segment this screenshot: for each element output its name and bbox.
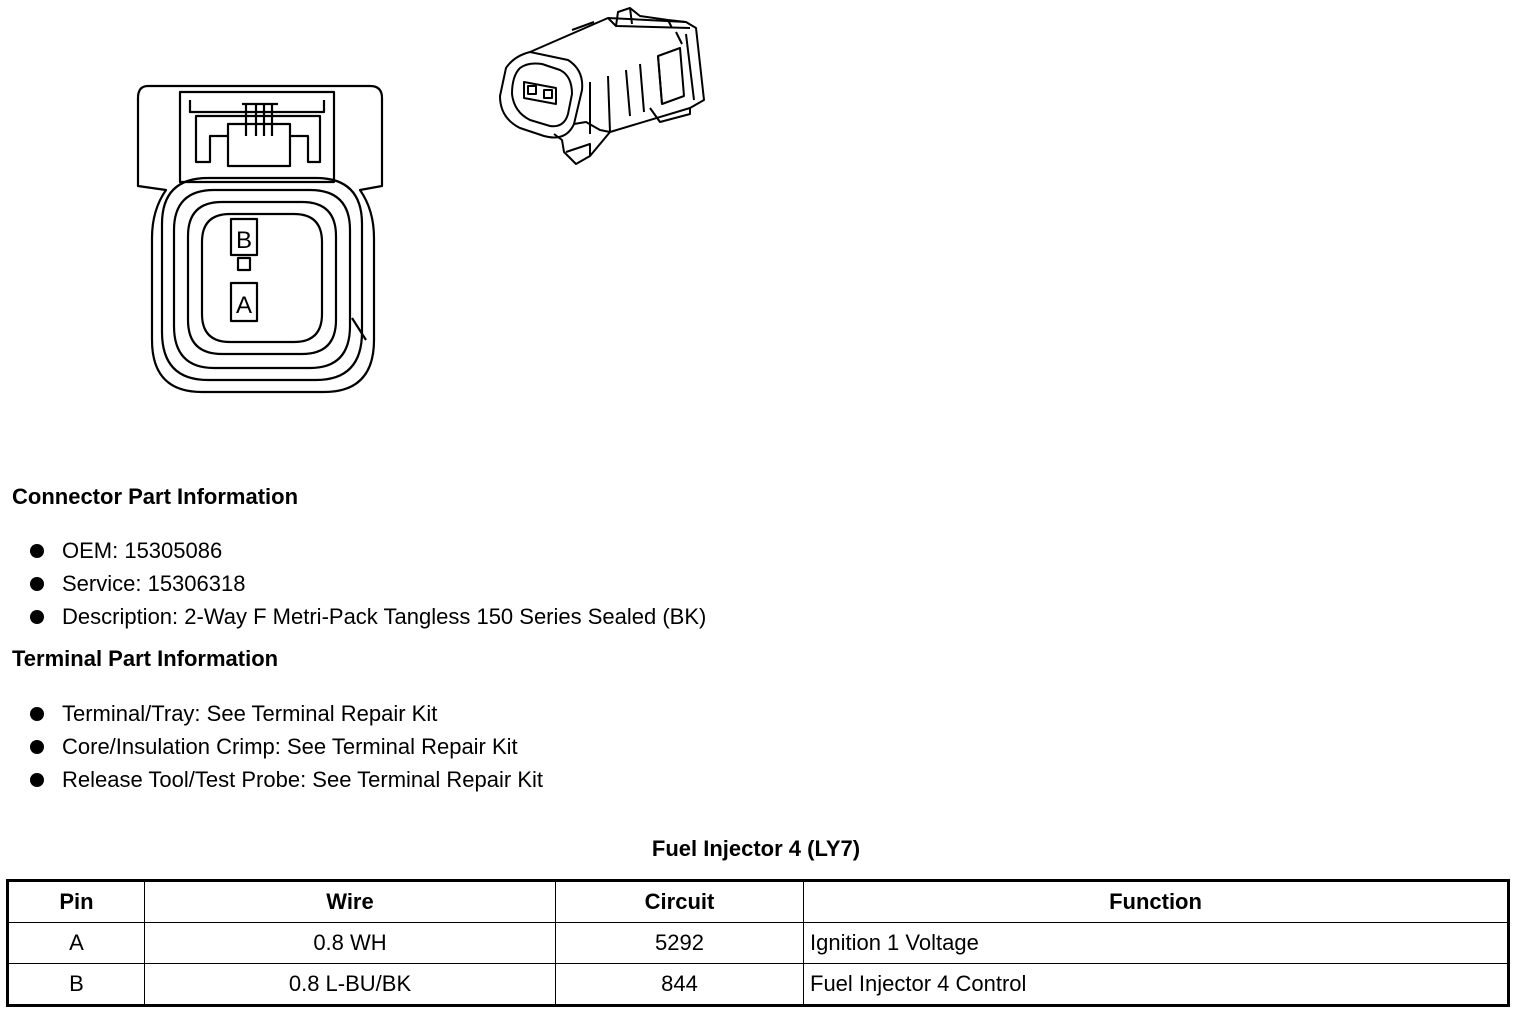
connector-isometric-diagram [490, 4, 714, 170]
cell-function: Ignition 1 Voltage [804, 923, 1509, 964]
cell-circuit: 844 [556, 964, 804, 1006]
list-item [28, 730, 543, 763]
list-item [28, 600, 706, 633]
list-item [28, 697, 543, 730]
connector-description: Description: 2-Way F Metri-Pack Tangless 150 Series Sealed (BK) [62, 604, 707, 629]
terminal-release-tool: Release Tool/Test Probe: See Terminal Repair Kit [62, 767, 543, 792]
terminal-crimp: Core/Insulation Crimp: See Terminal Repair Kit [62, 734, 518, 759]
cell-circuit: 5292 [556, 923, 804, 964]
column-header-wire: Wire [145, 881, 556, 923]
pin-a-label: A [235, 292, 253, 319]
column-header-circuit: Circuit [556, 881, 804, 923]
terminal-tray: Terminal/Tray: See Terminal Repair Kit [62, 701, 438, 726]
terminal-part-info-list [28, 697, 543, 796]
bullet-icon [30, 577, 44, 591]
cell-wire: 0.8 L-BU/BK [145, 964, 556, 1006]
bullet-icon [30, 707, 44, 721]
cell-function: Fuel Injector 4 Control [804, 964, 1509, 1006]
connector-face-diagram [130, 78, 392, 400]
column-header-pin: Pin [8, 881, 145, 923]
cell-pin: A [8, 923, 145, 964]
pinout-table [6, 879, 1510, 1007]
list-item [28, 534, 706, 567]
column-header-function: Function [804, 881, 1509, 923]
bullet-icon [30, 740, 44, 754]
bullet-icon [30, 773, 44, 787]
connector-part-info-list [28, 534, 706, 633]
table-header-row [8, 881, 1509, 923]
cell-pin: B [8, 964, 145, 1006]
list-item [28, 567, 706, 600]
cell-wire: 0.8 WH [145, 923, 556, 964]
table-row [8, 923, 1509, 964]
connector-part-info-heading: Connector Part Information [12, 484, 299, 509]
terminal-part-info-heading: Terminal Part Information [12, 646, 279, 671]
connector-service: Service: 15306318 [62, 571, 246, 596]
connector-oem: OEM: 15305086 [62, 538, 223, 563]
bullet-icon [30, 544, 44, 558]
list-item [28, 763, 543, 796]
pin-b-label: B [235, 227, 253, 254]
table-title: Fuel Injector 4 (LY7) [651, 836, 861, 861]
bullet-icon [30, 610, 44, 624]
table-row [8, 964, 1509, 1006]
